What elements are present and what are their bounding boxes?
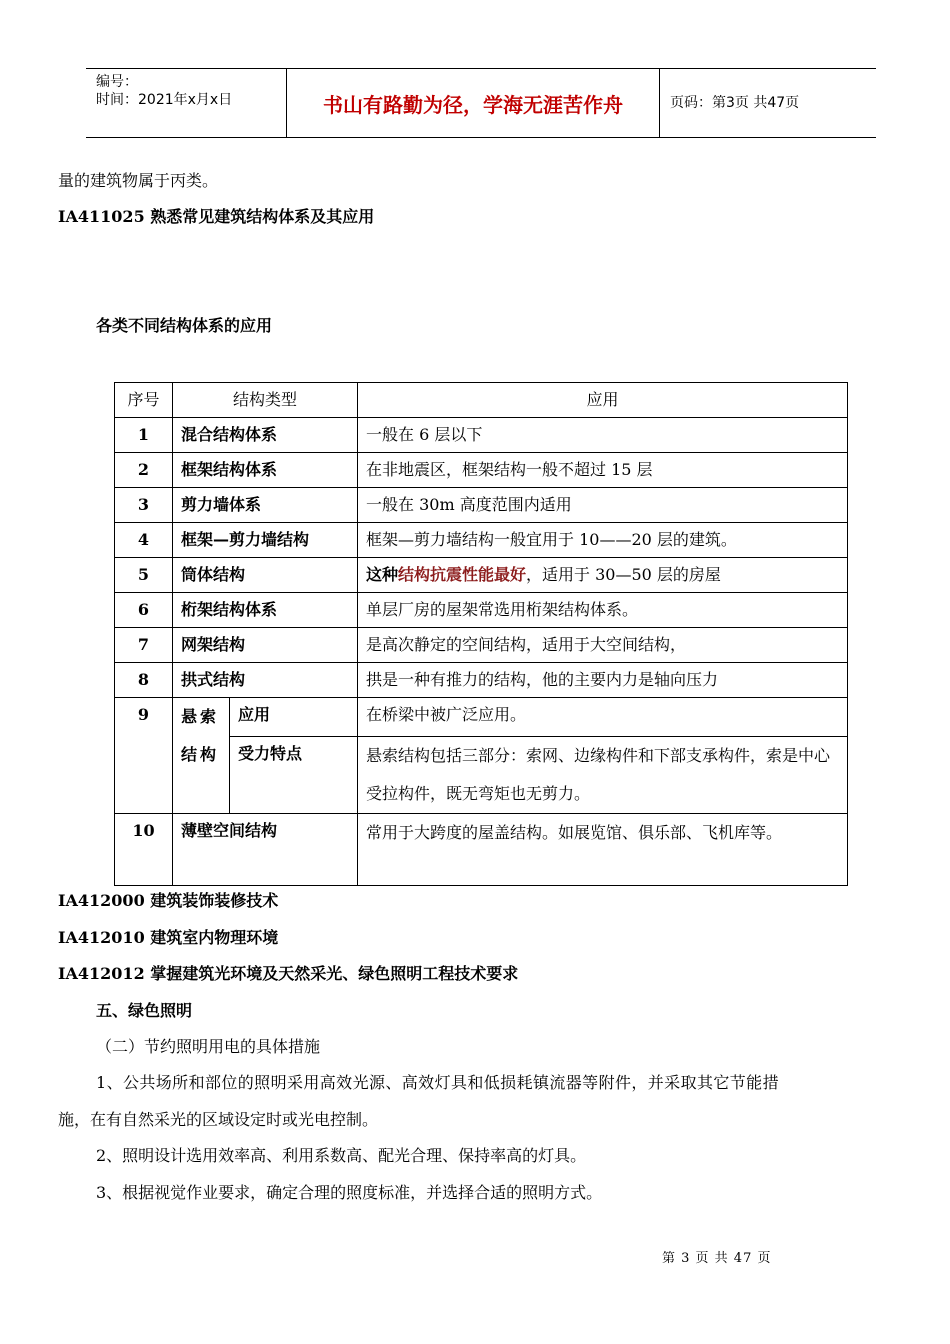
structure-application: 一般在 30m 高度范围内适用	[358, 488, 848, 523]
structure-type: 桁架结构体系	[173, 593, 358, 628]
page-header	[86, 68, 876, 138]
app-prefix: 这种	[366, 565, 399, 584]
structure-application: 单层厂房的屋架常选用桁架结构体系。	[358, 593, 848, 628]
table-header-row	[115, 383, 848, 418]
time-label: 时间：2021年x月x日	[96, 92, 233, 108]
structure-type: 剪力墙体系	[173, 488, 358, 523]
table-row	[115, 523, 848, 558]
table-row	[115, 628, 848, 663]
structure-application: 一般在 6 层以下	[358, 418, 848, 453]
row-number: 10	[115, 814, 173, 886]
header-cell: 序号	[115, 383, 173, 418]
structure-type: 拱式结构	[173, 663, 358, 698]
structure-type: 筒体结构	[173, 558, 358, 593]
table-row	[115, 593, 848, 628]
paragraph: （二）节约照明用电的具体措施	[96, 1037, 321, 1056]
row-number: 8	[115, 663, 173, 698]
structure-type: 框架结构体系	[173, 453, 358, 488]
structure-type: 框架—剪力墙结构	[173, 523, 358, 558]
structure-application: 框架—剪力墙结构一般宜用于 10——20 层的建筑。	[358, 523, 848, 558]
app-suffix: ，适用于 30—50 层的房屋	[526, 565, 721, 584]
app-highlight: 结构抗震性能最好	[398, 565, 527, 584]
body-line: 量的建筑物属于丙类。	[58, 171, 219, 190]
serial-label: 编号：	[96, 74, 138, 90]
section-heading: IA412012 掌握建筑光环境及天然采光、绿色照明工程技术要求	[58, 964, 519, 983]
paragraph: 3、根据视觉作业要求，确定合理的照度标准，并选择合适的照明方式。	[96, 1183, 603, 1202]
structure-application: 常用于大跨度的屋盖结构。如展览馆、俱乐部、飞机库等。	[358, 814, 848, 886]
header-cell: 应用	[358, 383, 848, 418]
structure-type: 混合结构体系	[173, 418, 358, 453]
structure-application	[358, 558, 848, 593]
structure-application: 在桥梁中被广泛应用。	[358, 698, 848, 737]
section-heading: IA412000 建筑装饰装修技术	[58, 891, 279, 910]
structure-application: 在非地震区，框架结构一般不超过 15 层	[358, 453, 848, 488]
structure-application: 悬索结构包括三部分：索网、边缘构件和下部支承构件，索是中心受拉构件，既无弯矩也无剪力。	[358, 737, 848, 814]
structure-type: 悬索结构	[173, 698, 230, 814]
subsection-heading: 五、绿色照明	[96, 1001, 193, 1020]
page-label: 页码：第3页 共47页	[670, 94, 800, 111]
row-number: 3	[115, 488, 173, 523]
header-cell: 结构类型	[173, 383, 358, 418]
row-number: 9	[115, 698, 173, 814]
sub-type: 受力特点	[230, 737, 358, 814]
structure-type: 网架结构	[173, 628, 358, 663]
table-title: 各类不同结构体系的应用	[96, 316, 273, 335]
paragraph: 施，在有自然采光的区域设定时或光电控制。	[58, 1110, 379, 1129]
structure-type: 薄壁空间结构	[173, 814, 358, 886]
table-row	[115, 418, 848, 453]
header-page-cell	[660, 69, 876, 137]
table-row	[115, 698, 848, 737]
paragraph: 2、照明设计选用效率高、利用系数高、配光合理、保持率高的灯具。	[96, 1146, 587, 1165]
structure-application: 拱是一种有推力的结构，他的主要内力是轴向压力	[358, 663, 848, 698]
section-heading: IA412010 建筑室内物理环境	[58, 928, 279, 947]
structure-application: 是高次静定的空间结构，适用于大空间结构，	[358, 628, 848, 663]
row-number: 7	[115, 628, 173, 663]
table-row	[115, 663, 848, 698]
structure-table	[114, 382, 848, 886]
header-meta	[86, 69, 287, 137]
table-row	[115, 453, 848, 488]
row-number: 2	[115, 453, 173, 488]
table-row	[115, 488, 848, 523]
row-number: 4	[115, 523, 173, 558]
motto: 书山有路勤为径，学海无涯苦作舟	[323, 92, 623, 117]
header-motto-cell	[287, 69, 660, 137]
page-footer: 第 3 页 共 47 页	[662, 1251, 772, 1266]
row-number: 5	[115, 558, 173, 593]
table-row	[115, 814, 848, 886]
section-heading: IA411025 熟悉常见建筑结构体系及其应用	[58, 207, 375, 226]
sub-type: 应用	[230, 698, 358, 737]
row-number: 1	[115, 418, 173, 453]
table-row	[115, 558, 848, 593]
paragraph: 1、公共场所和部位的照明采用高效光源、高效灯具和低损耗镇流器等附件，并采取其它节能措	[96, 1073, 779, 1092]
row-number: 6	[115, 593, 173, 628]
